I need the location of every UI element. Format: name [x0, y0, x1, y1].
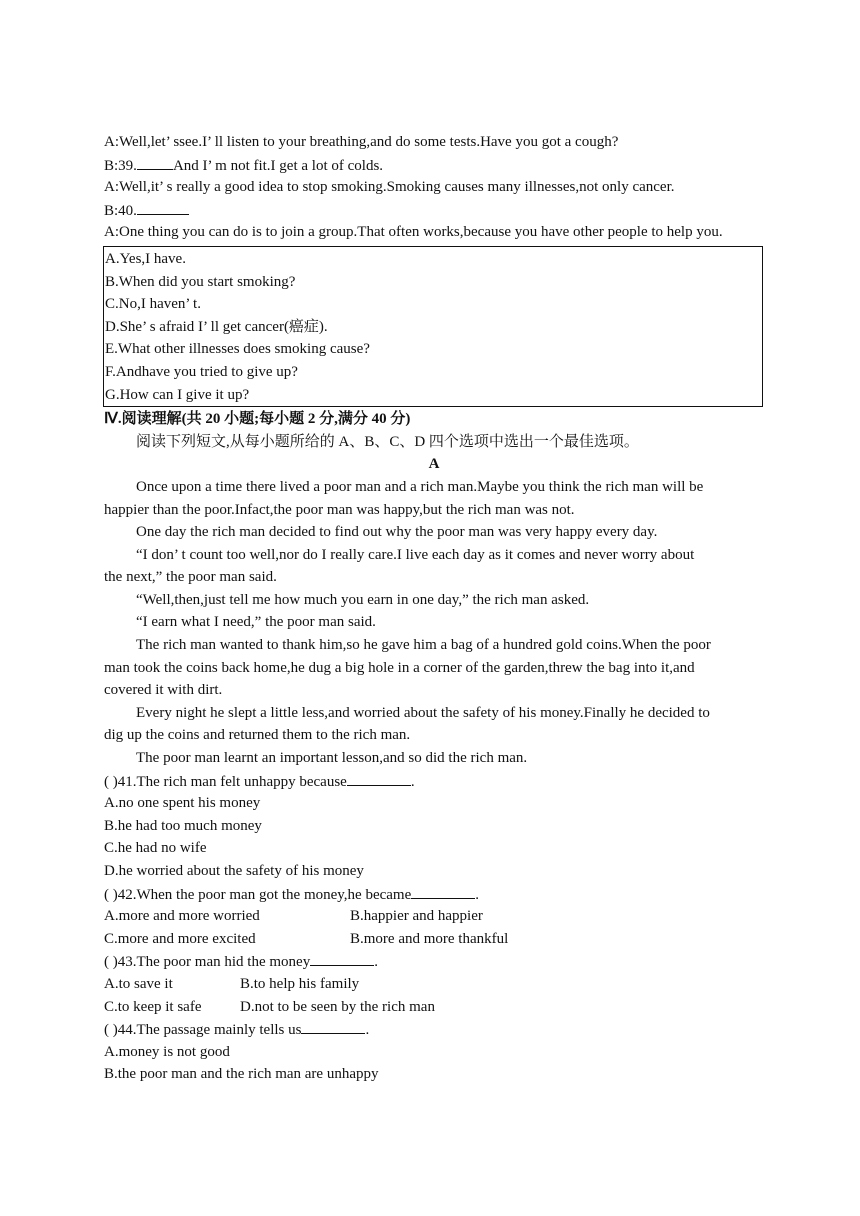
passage-line: the next,” the poor man said. [104, 569, 277, 586]
section-heading: Ⅳ.阅读理解(共 20 小题;每小题 2 分,满分 40 分) [104, 411, 411, 428]
question-number: B:40. [104, 202, 137, 219]
passage-line: covered it with dirt. [104, 682, 223, 699]
question-stem: ( )42.When the poor man got the money,he became . [104, 883, 764, 906]
question-option[interactable]: C.more and more excited [104, 930, 256, 947]
question-stem: ( )43.The poor man hid the money . [104, 950, 764, 973]
answer-blank[interactable] [137, 199, 189, 215]
question-option-row [104, 973, 764, 996]
question-option[interactable]: B.more and more thankful [350, 930, 509, 947]
question-option[interactable]: A.more and more worried [104, 908, 260, 925]
passage-line: “Well,then,just tell me how much you earn in one day,” the rich man asked. [136, 591, 590, 608]
passage-label: A [428, 456, 440, 473]
question-option[interactable]: B.the poor man and the rich man are unhappy [104, 1066, 379, 1083]
question-option-row [104, 905, 764, 928]
passage-line: “I don’ t count too well,nor do I really care.I live each day as it comes and never worry about [136, 546, 695, 563]
dialogue-line: A:One thing you can do is to join a group.That often works,because you have other people to help you. [104, 224, 723, 241]
answer-blank[interactable] [310, 950, 374, 966]
question-option-row [104, 928, 764, 951]
passage-line: Every night he slept a little less,and worried about the safety of his money.Finally he decided to [136, 704, 710, 721]
question-option-row [104, 996, 764, 1019]
question-number: B:39. [104, 157, 137, 174]
question-option[interactable]: D.not to be seen by the rich man [240, 998, 435, 1015]
question-option[interactable]: B.happier and happier [350, 908, 483, 925]
question-stem: ( )44.The passage mainly tells us . [104, 1018, 764, 1041]
answer-blank[interactable] [411, 883, 475, 899]
question-option[interactable]: C.to keep it safe [104, 998, 202, 1015]
passage-line: man took the coins back home,he dug a big hole in a corner of the garden,threw the bag into it,and [104, 659, 695, 676]
question-option[interactable]: C.he had no wife [104, 840, 207, 857]
option-item: B.When did you start smoking? [105, 273, 296, 290]
passage-line: The poor man learnt an important lesson,and so did the rich man. [136, 750, 528, 767]
answer-blank[interactable] [137, 154, 173, 170]
option-item: F.Andhave you tried to give up? [105, 363, 298, 380]
dialogue-line [104, 154, 764, 177]
question-option[interactable]: A.money is not good [104, 1043, 230, 1060]
option-item: C.No,I haven’ t. [105, 296, 201, 313]
section-instruction: 阅读下列短文,从每小题所给的 A、B、C、D 四个选项中选出一个最佳选项。 [136, 433, 639, 450]
question-option[interactable]: A.to save it [104, 975, 173, 992]
question-option[interactable]: A.no one spent his money [104, 795, 261, 812]
option-item: E.What other illnesses does smoking cause? [105, 341, 370, 358]
question-option[interactable]: B.he had too much money [104, 817, 262, 834]
question-stem: ( )41.The rich man felt unhappy because . [104, 770, 764, 793]
option-item: A.Yes,I have. [105, 250, 186, 267]
question-option[interactable]: B.to help his family [240, 975, 360, 992]
passage-line: Once upon a time there lived a poor man and a rich man.Maybe you think the rich man will be [136, 478, 704, 495]
passage-line: The rich man wanted to thank him,so he gave him a bag of a hundred gold coins.When the poor [136, 637, 711, 654]
answer-blank[interactable] [347, 770, 411, 786]
dialogue-line [104, 199, 764, 222]
dialogue-line: A:Well,it’ s really a good idea to stop smoking.Smoking causes many illnesses,not only cancer. [104, 179, 675, 196]
passage-line: “I earn what I need,” the poor man said. [136, 614, 376, 631]
option-item: G.How can I give it up? [105, 386, 250, 403]
answer-blank[interactable] [301, 1018, 365, 1034]
passage-line: One day the rich man decided to find out why the poor man was very happy every day. [136, 524, 658, 541]
dialogue-text: And I’ m not fit.I get a lot of colds. [172, 157, 384, 174]
options-box [103, 246, 763, 407]
dialogue-line: A:Well,let’ ssee.I’ ll listen to your breathing,and do some tests.Have you got a cough? [104, 134, 619, 150]
question-option[interactable]: D.he worried about the safety of his money [104, 863, 364, 879]
passage-line: happier than the poor.Infact,the poor man was happy,but the rich man was not. [104, 501, 575, 518]
passage-line: dig up the coins and returned them to the rich man. [104, 727, 411, 744]
exam-page [104, 131, 764, 1086]
option-item: D.She’ s afraid I’ ll get cancer(癌症). [105, 318, 328, 335]
